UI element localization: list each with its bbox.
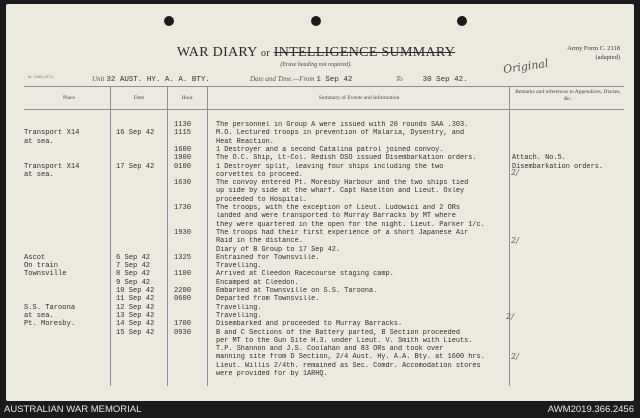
entry-summary: manning site from D Section, 2/4 Aust. Hy. A.A. Bty. at 1600 hrs. xyxy=(216,353,485,362)
entry-date: 7 Sep 42 xyxy=(116,262,151,271)
original-annotation: Original xyxy=(502,56,550,77)
entry-summary: The personnel in Group A were issued with 20 rounds SAA .303. xyxy=(216,121,469,129)
form-title xyxy=(166,45,466,61)
entry-summary: were provided for by 1ARHQ. xyxy=(216,370,328,378)
form-note: (adapted) xyxy=(595,54,620,61)
header-date: Date xyxy=(133,95,145,101)
entry-place: at sea. xyxy=(24,137,54,146)
to-line xyxy=(396,74,468,84)
entry-date: 15 Sep 42 xyxy=(116,328,155,337)
entry-hour: 1930 xyxy=(174,228,192,237)
entry-summary: Lieut. Willis 2/4th. remained as Sec. Comdr. Accomodation stores xyxy=(216,361,481,370)
entry-date: 10 Sep 42 xyxy=(116,287,155,295)
column-rule xyxy=(509,86,510,386)
entry-hour: 1325 xyxy=(174,253,192,262)
entry-place: Transport X14 xyxy=(24,162,80,171)
entry-hour: 1700 xyxy=(174,320,192,329)
entry-hour: 1130 xyxy=(174,121,192,129)
entry-date: 8 Sep 42 xyxy=(116,270,151,279)
entry-summary: Disembarked and proceeded to Murray Barracks. xyxy=(216,320,403,329)
entry-place: Townsville xyxy=(24,270,67,279)
entry-date: 12 Sep 42 xyxy=(116,303,155,312)
entry-summary: Raid in the distance. xyxy=(216,237,303,246)
entry-date: 11 Sep 42 xyxy=(116,295,155,304)
diary-page xyxy=(6,4,634,401)
date-line xyxy=(250,74,352,84)
handwritten-mark: 2/ xyxy=(506,312,514,321)
column-rule xyxy=(207,86,208,386)
entry-summary: landed and were transported to Murray Barracks by MT where xyxy=(216,212,456,221)
entry-summary: 1 Destroyer and a second Catalina patrol joined convoy. xyxy=(216,145,444,154)
printer-code: M. 1066-1973 xyxy=(28,74,53,79)
header-place: Place xyxy=(63,95,75,101)
entry-place: S.S. Taroona xyxy=(24,303,76,312)
form-number xyxy=(567,44,620,62)
punch-hole xyxy=(311,16,321,26)
column-rule xyxy=(167,86,168,386)
entry-place: Ascot xyxy=(24,253,46,262)
footer-accession-number: AWM2019.366.2456 xyxy=(547,404,634,415)
unit-label: Unit xyxy=(92,75,105,83)
entry-hour: 0100 xyxy=(174,162,192,171)
entry-summary: B and C Sections of the Battery parted, B Section proceeded xyxy=(216,328,460,337)
header-hour: Hour xyxy=(181,95,193,101)
entry-summary: Embarked at Townsville on S.S. Taroona. xyxy=(216,287,378,295)
entry-date: 17 Sep 42 xyxy=(116,162,155,171)
entry-place: at sea. xyxy=(24,311,54,320)
header-summary: Summary of Events and Information xyxy=(318,95,400,101)
footer-institution: AUSTRALIAN WAR MEMORIAL xyxy=(4,404,142,415)
entry-date: 14 Sep 42 xyxy=(116,320,155,329)
entry-summary: Arrived at Cleedon Racecourse staging camp. xyxy=(216,270,394,279)
title-or: or xyxy=(261,48,270,59)
entry-summary: proceeded to Hospital. xyxy=(216,195,307,204)
entry-summary: M.O. Lectured troops in prevention of Malaria, Dysentry, and xyxy=(216,129,465,138)
punch-hole xyxy=(164,16,174,26)
entry-summary: Travelling. xyxy=(216,311,262,320)
entry-hour: 0930 xyxy=(174,328,192,337)
date-to: 30 Sep 42. xyxy=(422,76,468,84)
handwritten-mark: 2/ xyxy=(511,352,519,361)
entry-hour: 1115 xyxy=(174,129,192,138)
to-label: To xyxy=(396,75,403,83)
entry-summary: T.P. Shannon and J.S. Coolahan and 83 ORs and took over xyxy=(216,345,444,354)
column-rule xyxy=(110,86,111,386)
entry-hour: 1630 xyxy=(174,179,192,188)
entry-summary: The troops had their first experience of a short Japanese Air xyxy=(216,228,469,237)
entry-date: 9 Sep 42 xyxy=(116,278,151,287)
entry-place: On train xyxy=(24,262,59,271)
entry-summary: 1 Destroyer split, leaving four ships including the two xyxy=(216,162,444,171)
entry-place: Pt. Moresby. xyxy=(24,320,76,329)
entry-summary: The convoy entered Pt. Moresby Harbour and the two ships tied xyxy=(216,179,469,188)
entry-hour: 1100 xyxy=(174,270,192,279)
title-war-diary: WAR DIARY xyxy=(176,45,258,60)
handwritten-mark: 2/ xyxy=(511,236,519,245)
entry-date: 16 Sep 42 xyxy=(116,129,155,138)
remark-entry: Attach. No.5. xyxy=(512,154,566,163)
header-remarks: Remarks and references to Appendices, Diaries, &c. xyxy=(515,89,621,102)
entry-summary: Heat Reaction. xyxy=(216,137,274,146)
handwritten-mark: 2/ xyxy=(511,168,519,177)
entry-place: Transport X14 xyxy=(24,129,80,138)
entry-summary: up side by side at the wharf. Capt Haselton and Lieut. Oxley xyxy=(216,187,465,196)
entry-summary: they were quartered in the open for the night. Lieut. Parker 1/c. xyxy=(216,220,485,229)
entry-hour: 1600 xyxy=(174,145,192,154)
entry-hour: 0600 xyxy=(174,295,192,304)
entry-summary: The O.C. Ship, Lt-Col. Redish DSO issued Disembarkation orders. xyxy=(216,154,477,163)
punch-hole xyxy=(457,16,467,26)
entry-hour: 1730 xyxy=(174,204,192,212)
entry-summary: Diary of B Group to 17 Sep 42. xyxy=(216,245,341,254)
entry-date: 6 Sep 42 xyxy=(116,253,151,262)
unit-line xyxy=(92,74,210,84)
unit-value: 32 AUST. HY. A. A. BTY. xyxy=(106,76,210,84)
entry-summary: The troops, with the exception of Lieut. Ludowici and 2 ORs xyxy=(216,204,460,212)
entry-summary: Travelling. xyxy=(216,262,262,271)
entry-hour: 1900 xyxy=(174,154,192,163)
form-number-text: Army Form C. 2118 xyxy=(567,45,620,52)
date-label: Date and Time.—From xyxy=(250,75,315,83)
entry-place: at sea. xyxy=(24,170,54,179)
entry-summary: Departed from Townsville. xyxy=(216,295,320,304)
form-subtitle: (Erase heading not required). xyxy=(280,62,352,68)
entry-summary: Travelling. xyxy=(216,303,262,312)
date-from: 1 Sep 42 xyxy=(316,76,353,84)
table-header-rule xyxy=(24,109,624,110)
entry-summary: per MT to the Gun Site H.3. under Lieut. V. Smith with Lieuts. xyxy=(216,336,473,345)
entry-summary: corvettes to proceed. xyxy=(216,170,303,179)
entry-summary: Encamped at Cleedon. xyxy=(216,278,299,287)
title-intelligence-summary: INTELLIGENCE SUMMARY xyxy=(273,45,456,60)
entry-date: 13 Sep 42 xyxy=(116,311,155,320)
remark-entry: Disembarkation orders. xyxy=(512,162,603,171)
table-top-rule xyxy=(24,86,624,87)
entry-summary: Entrained for Townsville. xyxy=(216,253,320,262)
entry-hour: 2200 xyxy=(174,287,192,295)
